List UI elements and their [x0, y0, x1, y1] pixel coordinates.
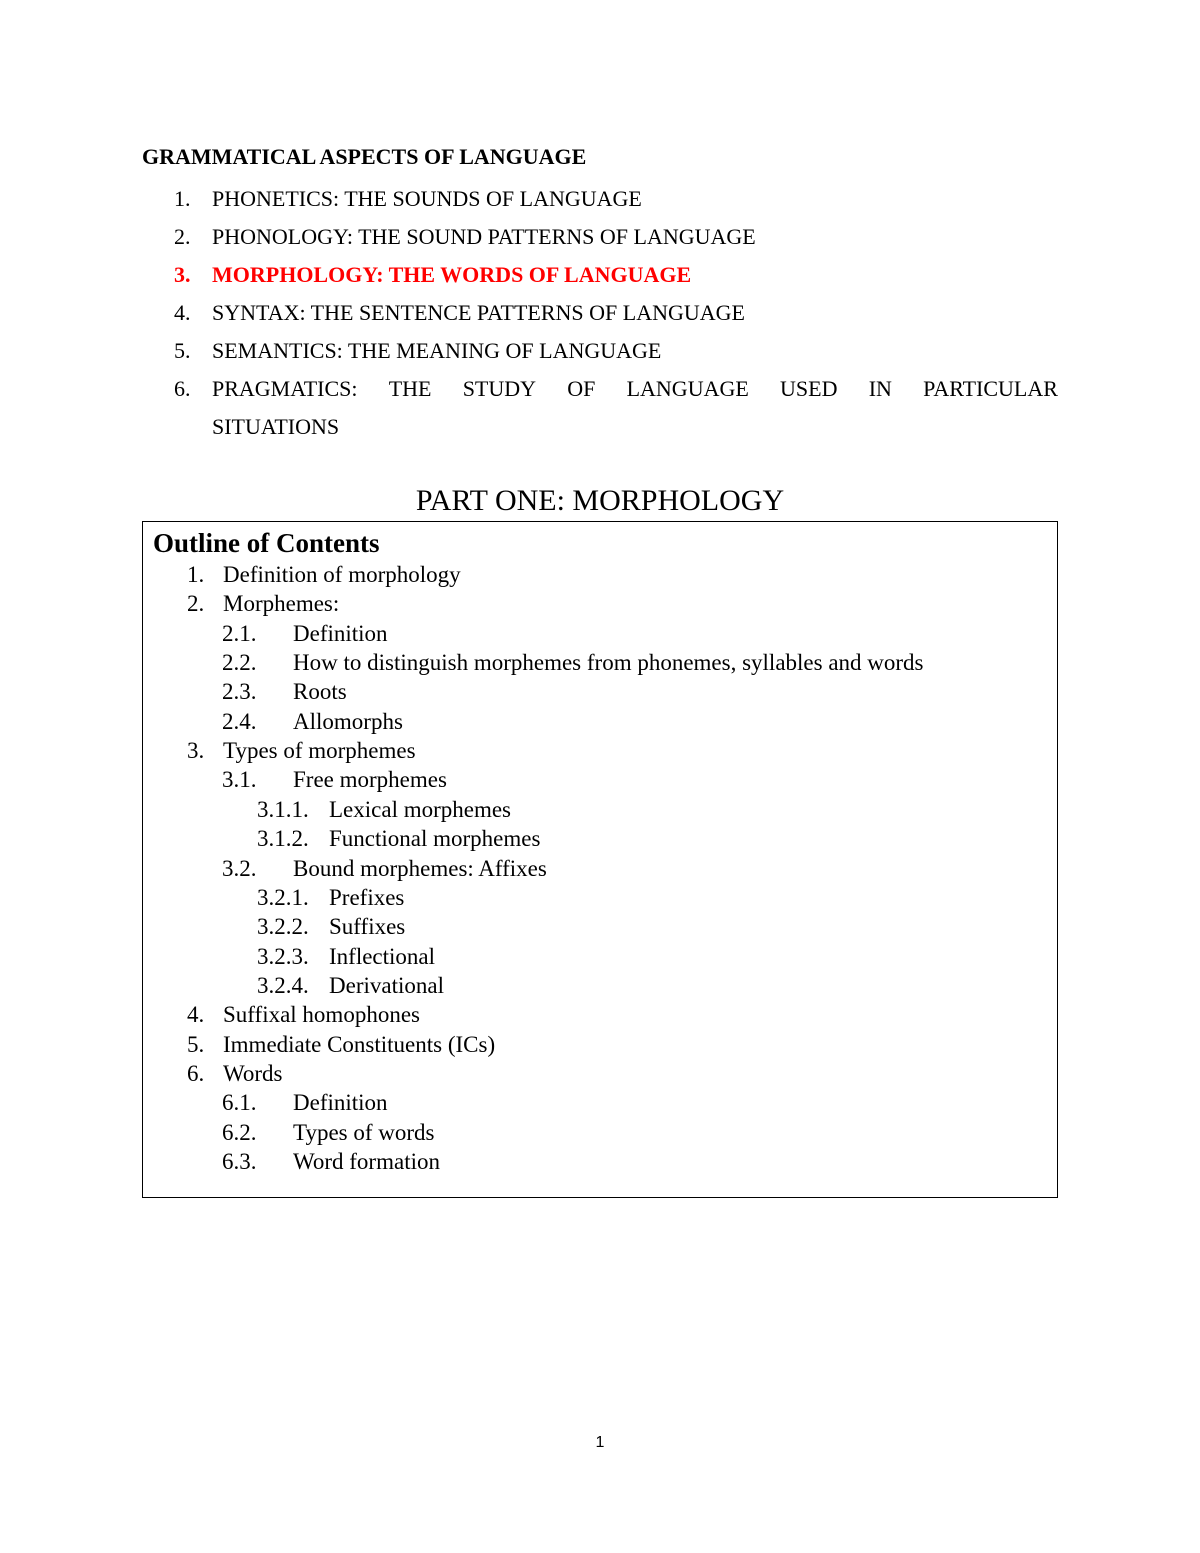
aspects-list — [142, 180, 1058, 446]
page-number: 1 — [595, 1434, 605, 1451]
outline-item-number: 3.2.2. — [257, 914, 309, 940]
outline-item-number: 2.2. — [222, 650, 257, 676]
outline-item-number: 5. — [187, 1031, 205, 1057]
outline-item-text: Suffixes — [329, 914, 406, 940]
aspect-text: PHONOLOGY: THE SOUND PATTERNS OF LANGUAGE — [212, 224, 756, 249]
aspect-item-morphology-highlighted — [142, 256, 1058, 294]
aspect-text-line-1 — [212, 370, 1058, 408]
outline-item-number: 6.3. — [222, 1149, 257, 1174]
outline-item-number: 2.4. — [222, 708, 257, 734]
aspect-word: IN — [868, 376, 892, 401]
aspect-word: STUDY — [462, 376, 537, 401]
outline-item-number: 2. — [187, 591, 205, 617]
outline-item-text: Definition — [293, 1090, 388, 1116]
aspect-text: MORPHOLOGY: THE WORDS OF LANGUAGE — [212, 262, 692, 287]
outline-item-number: 3.2. — [222, 855, 257, 881]
outline-item-text: Derivational — [329, 972, 444, 998]
outline-item-number: 3. — [187, 738, 205, 764]
aspect-number: 1. — [174, 186, 191, 211]
aspect-word: OF — [567, 376, 596, 401]
outline-title: Outline of Contents — [153, 528, 380, 558]
aspect-item-pragmatics — [142, 370, 1058, 446]
outline-item-text: Functional morphemes — [329, 826, 541, 852]
aspect-item-syntax — [142, 294, 1058, 332]
outline-item-text: Free morphemes — [293, 767, 447, 793]
aspect-number: 6. — [174, 376, 191, 401]
outline-item-text: Lexical morphemes — [329, 796, 512, 822]
outline-item-number: 6. — [187, 1060, 205, 1086]
aspect-word: PRAGMATICS: — [212, 376, 358, 401]
aspect-item-phonology — [142, 218, 1058, 256]
aspect-number: 4. — [174, 300, 191, 325]
outline-item-text: Immediate Constituents (ICs) — [223, 1031, 496, 1057]
outline-item-number: 4. — [187, 1002, 205, 1028]
outline-item-number: 3.1.1. — [257, 796, 309, 822]
outline-item-number: 3.2.1. — [257, 884, 309, 910]
aspect-number: 2. — [174, 224, 191, 249]
outline-item-number: 3.2.3. — [257, 943, 309, 969]
outline-item-text: Allomorphs — [293, 708, 403, 734]
aspect-number: 5. — [174, 338, 191, 363]
outline-item-text: Words — [223, 1060, 283, 1086]
outline-item-number: 2.3. — [222, 679, 257, 705]
outline-item-number: 6.1. — [222, 1090, 257, 1116]
aspect-item-semantics — [142, 332, 1058, 370]
aspect-word: THE — [388, 376, 432, 401]
outline-item-number: 2.1. — [222, 620, 257, 646]
part-title: PART ONE: MORPHOLOGY — [415, 484, 785, 517]
outline-item-number: 3.1.2. — [257, 826, 309, 852]
aspect-text: PHONETICS: THE SOUNDS OF LANGUAGE — [212, 186, 642, 211]
aspect-text: SYNTAX: THE SENTENCE PATTERNS OF LANGUAGE — [212, 300, 745, 325]
outline-item-number: 3.1. — [222, 767, 257, 793]
aspect-item-phonetics — [142, 180, 1058, 218]
section-heading: GRAMMATICAL ASPECTS OF LANGUAGE — [142, 144, 587, 169]
outline-item-number: 1. — [187, 562, 205, 587]
outline-item-text: Bound morphemes: Affixes — [293, 855, 547, 881]
outline-item-text: Roots — [293, 679, 347, 705]
aspect-word: PARTICULAR — [923, 376, 1058, 401]
outline-item-text: Definition of morphology — [223, 562, 461, 587]
outline-item-number: 3.2.4. — [257, 972, 309, 998]
outline-item-text: Types of morphemes — [223, 738, 416, 764]
outline-item-text: How to distinguish morphemes from phonemes, syllables and words — [293, 650, 924, 676]
outline-item-text: Prefixes — [329, 884, 405, 910]
outline-item-text: Morphemes: — [223, 591, 340, 617]
outline-item-text: Suffixal homophones — [223, 1002, 420, 1028]
aspect-text — [212, 370, 1058, 446]
outline-item-text: Types of words — [293, 1119, 435, 1145]
outline-item-text: Word formation — [293, 1149, 440, 1174]
outline-item-number: 6.2. — [222, 1119, 257, 1145]
outline-box — [142, 521, 1058, 1198]
outline-item-text: Inflectional — [329, 943, 436, 969]
aspect-word: USED — [780, 376, 838, 401]
aspect-text-line-2: SITUATIONS — [212, 414, 340, 439]
outline-item-text: Definition — [293, 620, 388, 646]
aspect-word: LANGUAGE — [626, 376, 749, 401]
aspect-number: 3. — [174, 262, 191, 287]
aspect-text: SEMANTICS: THE MEANING OF LANGUAGE — [212, 338, 662, 363]
